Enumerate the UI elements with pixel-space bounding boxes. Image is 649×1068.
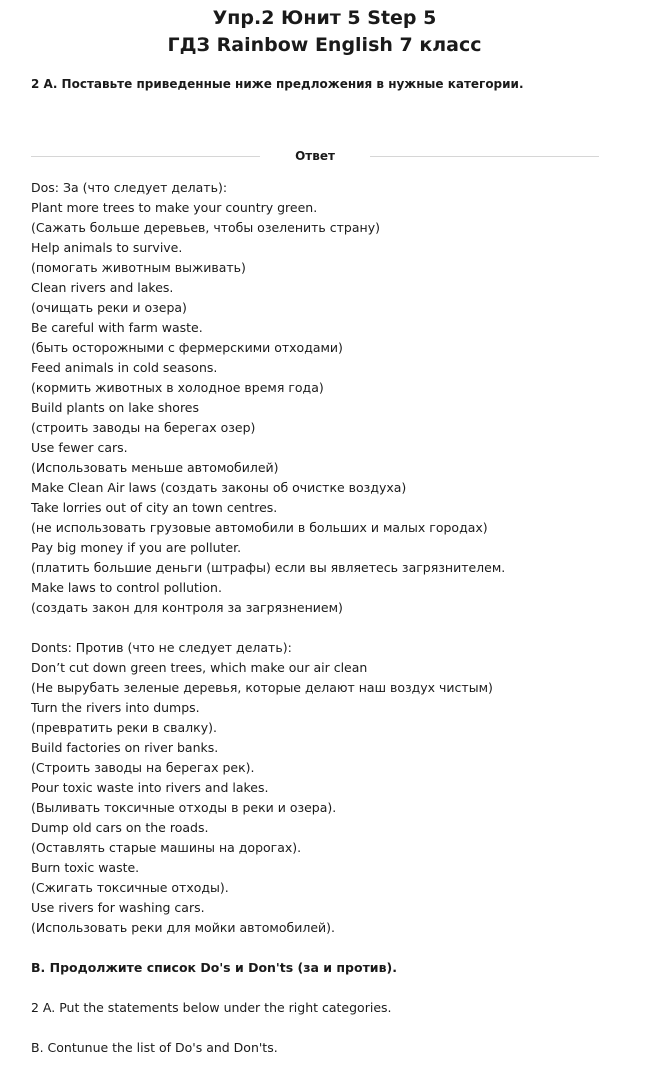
donts-line: (Не вырубать зеленые деревья, которые делают наш воздух чистым) (31, 680, 493, 695)
donts-heading: Donts: Против (что не следует делать): (31, 640, 292, 655)
donts-line: (Строить заводы на берегах рек). (31, 760, 255, 775)
dos-line: (Сажать больше деревьев, чтобы озеленить страну) (31, 220, 380, 235)
donts-list (31, 658, 621, 938)
spacer (31, 978, 621, 998)
answer-label: Ответ (295, 149, 335, 163)
dos-line: Make Clean Air laws (создать законы об очистке воздуха) (31, 480, 407, 495)
spacer (31, 1018, 621, 1038)
page-title (0, 0, 649, 59)
donts-line: Don’t cut down green trees, which make our air clean (31, 660, 368, 675)
donts-line: Burn toxic waste. (31, 860, 140, 875)
donts-line: (Выливать токсичные отходы в реки и озера). (31, 800, 337, 815)
dos-line: Use fewer cars. (31, 440, 128, 455)
donts-line: Dump old cars on the roads. (31, 820, 209, 835)
answer-divider (31, 148, 599, 164)
donts-line: Use rivers for washing cars. (31, 900, 205, 915)
donts-line: Build factories on river banks. (31, 740, 219, 755)
dos-line: (кормить животных в холодное время года) (31, 380, 324, 395)
dos-line: (помогать животным выживать) (31, 260, 246, 275)
dos-line: (строить заводы на берегах озер) (31, 420, 256, 435)
title-line-2: ГДЗ Rainbow English 7 класс (167, 34, 482, 56)
task-instruction: 2 А. Поставьте приведенные ниже предложения в нужные категории. (31, 77, 524, 91)
donts-line: Pour toxic waste into rivers and lakes. (31, 780, 269, 795)
donts-line: Turn the rivers into dumps. (31, 700, 200, 715)
donts-line: (Использовать реки для мойки автомобилей). (31, 920, 335, 935)
dos-list (31, 198, 621, 618)
dos-line: Take lorries out of city an town centres. (31, 500, 278, 515)
dos-line: Be careful with farm waste. (31, 320, 203, 335)
dos-heading: Dos: За (что следует делать): (31, 180, 228, 195)
task-b-heading: B. Продолжите список Do's и Don'ts (за и против). (31, 960, 397, 975)
title-line-1: Упр.2 Юнит 5 Step 5 (212, 7, 437, 29)
dos-line: (создать закон для контроля за загрязнением) (31, 600, 343, 615)
spacer (31, 618, 621, 638)
donts-line: (Сжигать токсичные отходы). (31, 880, 229, 895)
dos-line: (очищать реки и озера) (31, 300, 187, 315)
english-task-b: B. Contunue the list of Do's and Don'ts. (31, 1040, 278, 1055)
dos-line: (не использовать грузовые автомобили в больших и малых городах) (31, 520, 488, 535)
answer-body (31, 178, 621, 1058)
dos-line: Pay big money if you are polluter. (31, 540, 242, 555)
dos-line: (платить большие деньги (штрафы) если вы являетесь загрязнителем. (31, 560, 506, 575)
dos-line: (Использовать меньше автомобилей) (31, 460, 279, 475)
dos-line: Help animals to survive. (31, 240, 183, 255)
english-task-a: 2 A. Put the statements below under the right categories. (31, 1000, 392, 1015)
dos-line: Make laws to control pollution. (31, 580, 222, 595)
donts-line: (Оставлять старые машины на дорогах). (31, 840, 302, 855)
dos-line: (быть осторожными с фермерскими отходами) (31, 340, 343, 355)
dos-line: Feed animals in cold seasons. (31, 360, 218, 375)
dos-line: Plant more trees to make your country green. (31, 200, 318, 215)
spacer (31, 938, 621, 958)
donts-line: (превратить реки в свалку). (31, 720, 217, 735)
dos-line: Clean rivers and lakes. (31, 280, 174, 295)
dos-line: Build plants on lake shores (31, 400, 200, 415)
divider-line-right (370, 156, 599, 157)
